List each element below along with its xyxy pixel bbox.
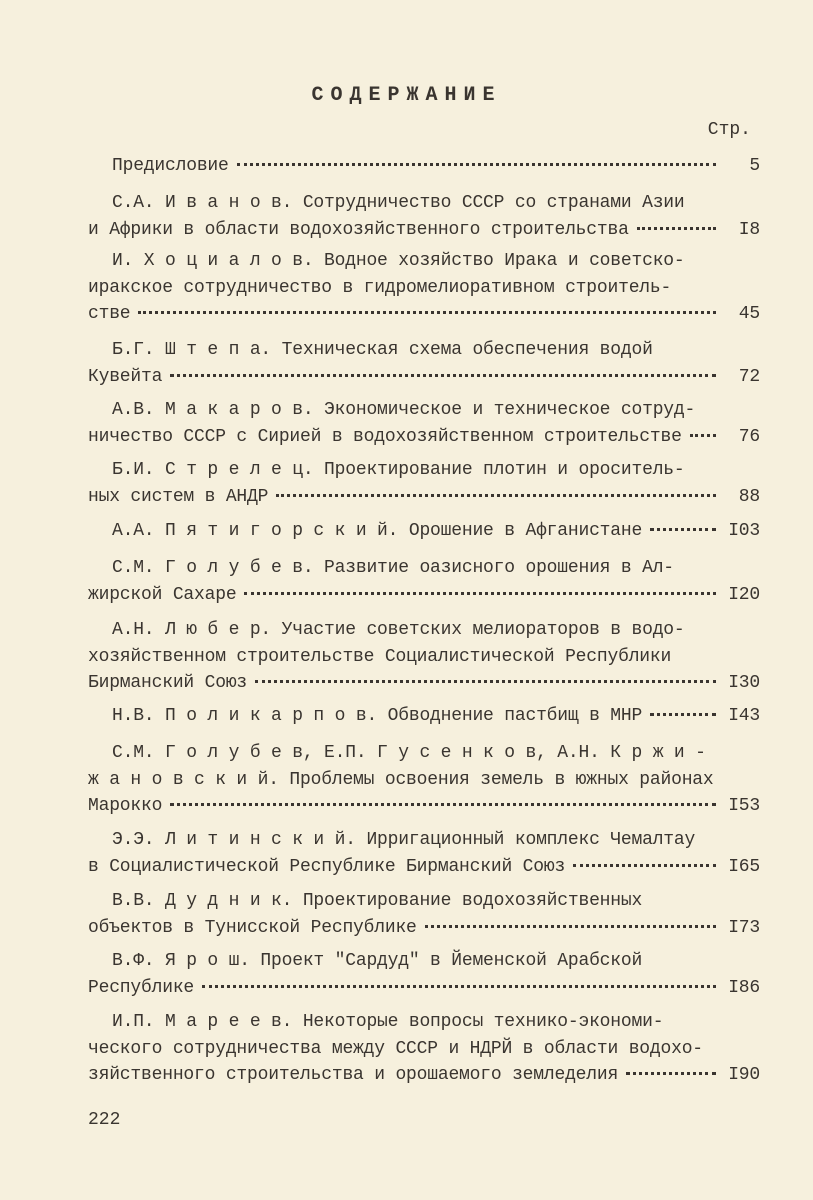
dot-leader [170, 803, 716, 806]
toc-entry-text: зяйственного строительства и орошаемого земледелия [88, 1065, 619, 1085]
toc-entry-line [88, 918, 760, 944]
dot-leader [170, 374, 716, 377]
dot-leader [276, 494, 716, 497]
toc-entry-text: С.М. Г о л у б е в. Развитие оазисного орошения в Ал- [112, 558, 674, 578]
dot-leader [650, 528, 716, 531]
toc-entry-text: А.В. М а к а р о в. Экономическое и техническое сотруд- [112, 400, 696, 420]
toc-entry-line [112, 891, 760, 917]
dot-leader [626, 1072, 716, 1075]
toc-entry-page: 76 [738, 426, 760, 447]
toc-entry-text: в Социалистической Республике Бирманский Союз [88, 856, 566, 877]
toc-entry-text: И. Х о ц и а л о в. Водное хозяйство Ирака и советско- [112, 251, 685, 271]
toc-entry-line [112, 193, 760, 219]
toc-entry-line [88, 220, 760, 246]
toc-entry-text: В.В. Д у д н и к. Проектирование водохозяйственных [112, 891, 643, 911]
toc-entry-text: ческого сотрудничества между СССР и НДРЙ в области водохо- [88, 1038, 703, 1059]
toc-entry-text: Республике [88, 977, 195, 998]
toc-entry-text: Марокко [88, 796, 163, 816]
page-column-label: Стр. [707, 120, 751, 140]
toc-entry-text: И.П. М а р е е в. Некоторые вопросы технико-экономи- [112, 1012, 664, 1032]
toc-entry-line [88, 978, 760, 1004]
dot-leader [202, 985, 716, 988]
dot-leader [573, 864, 716, 867]
toc-entry-line [112, 558, 760, 584]
toc-entry-line [112, 830, 760, 856]
dot-leader [690, 434, 716, 437]
toc-entry-line [112, 521, 760, 547]
toc-entry-text: Бирманский Союз [88, 673, 248, 693]
toc-entry-line [88, 1065, 760, 1091]
toc-entry-text: Н.В. П о л и к а р п о в. Обводнение пастбищ в МНР [112, 706, 643, 726]
toc-entry-page: 88 [738, 486, 760, 507]
toc-entry-page: I90 [728, 1065, 760, 1085]
toc-entry-text: ных систем в АНДР [88, 486, 269, 507]
toc-entry-text: Кувейта [88, 366, 163, 387]
toc-entry-line [88, 367, 760, 393]
toc-entry-page: I53 [728, 796, 760, 816]
toc-entry-page: 72 [738, 366, 760, 387]
dot-leader [237, 163, 716, 166]
toc-entry-text: А.Н. Л ю б е р. Участие советских мелиораторов в водо- [112, 620, 685, 640]
toc-entry-line [88, 427, 760, 453]
toc-entry-text: Б.Г. Ш т е п а. Техническая схема обеспечения водой [112, 340, 653, 360]
toc-entry-line [88, 796, 760, 822]
page-number: 222 [88, 1110, 121, 1130]
toc-entry-page: I86 [728, 977, 760, 998]
toc-entry-text: объектов в Тунисской Республике [88, 917, 417, 938]
toc-entry-text: хозяйственном строительстве Социалистической Республики [88, 646, 672, 667]
toc-entry-text: иракское сотрудничество в гидромелиоративном строитель- [88, 277, 672, 298]
toc-entry-text: и Африки в области водохозяйственного строительства [88, 219, 629, 240]
toc-entry-line [112, 620, 760, 646]
toc-entry-text: Э.Э. Л и т и н с к и й. Ирригационный комплекс Чемалтау [112, 830, 696, 850]
toc-entry-line [88, 673, 760, 699]
toc-entry-line [112, 1012, 760, 1038]
dot-leader [425, 925, 716, 928]
toc-entry-line [112, 400, 760, 426]
toc-entry-page: I03 [728, 521, 760, 541]
toc-entry-page: I43 [728, 706, 760, 726]
toc-entry-page: I65 [728, 856, 760, 877]
toc-entry-text: В.Ф. Я р о ш. Проект "Сардуд" в Йеменской Арабской [112, 951, 643, 971]
toc-entry-text: А.А. П я т и г о р с к и й. Орошение в Афганистане [112, 521, 643, 541]
toc-entry-line [88, 857, 760, 883]
toc-entry-line [112, 951, 760, 977]
toc-entry-line [112, 460, 760, 486]
dot-leader [138, 311, 716, 314]
toc-entry-line [88, 304, 760, 330]
toc-entry-line [112, 706, 760, 732]
toc-entry-line [88, 1039, 760, 1065]
toc-entry-line [88, 278, 760, 304]
toc-entry-text: С.А. И в а н о в. Сотрудничество СССР со странами Азии [112, 193, 685, 213]
toc-entry-line [112, 251, 760, 277]
toc-entry-text: ж а н о в с к и й. Проблемы освоения земель в южных районах [88, 769, 714, 790]
toc-entry-text: жирской Сахаре [88, 584, 237, 605]
toc-entry-page: I73 [728, 917, 760, 938]
toc-entry-line [88, 585, 760, 611]
toc-entry-line [88, 647, 760, 673]
toc-entry-page: I20 [728, 584, 760, 605]
toc-entry-text: ничество СССР с Сирией в водохозяйственном строительстве [88, 426, 682, 447]
toc-entry-page: 45 [738, 304, 760, 324]
toc-entry-page: I30 [728, 673, 760, 693]
toc-entry-text: Б.И. С т р е л е ц. Проектирование плотин и ороситель- [112, 460, 685, 480]
dot-leader [244, 592, 716, 595]
toc-entry-page: I8 [738, 219, 760, 240]
toc-entry-text: С.М. Г о л у б е в, Е.П. Г у с е н к о в, А.Н. К р ж и - [112, 743, 706, 763]
dot-leader [255, 680, 716, 683]
toc-entry-page: 5 [749, 156, 760, 176]
toc-entry-text: Предисловие [112, 156, 229, 176]
toc-entry-text: стве [88, 304, 131, 324]
dot-leader [650, 713, 716, 716]
toc-entry-line [88, 770, 760, 796]
toc-entry-line [88, 487, 760, 513]
toc-entry-line [112, 340, 760, 366]
dot-leader [637, 227, 716, 230]
toc-entry-line [112, 743, 760, 769]
toc-entry-line [112, 156, 760, 182]
page-title: СОДЕРЖАНИЕ [311, 84, 502, 107]
